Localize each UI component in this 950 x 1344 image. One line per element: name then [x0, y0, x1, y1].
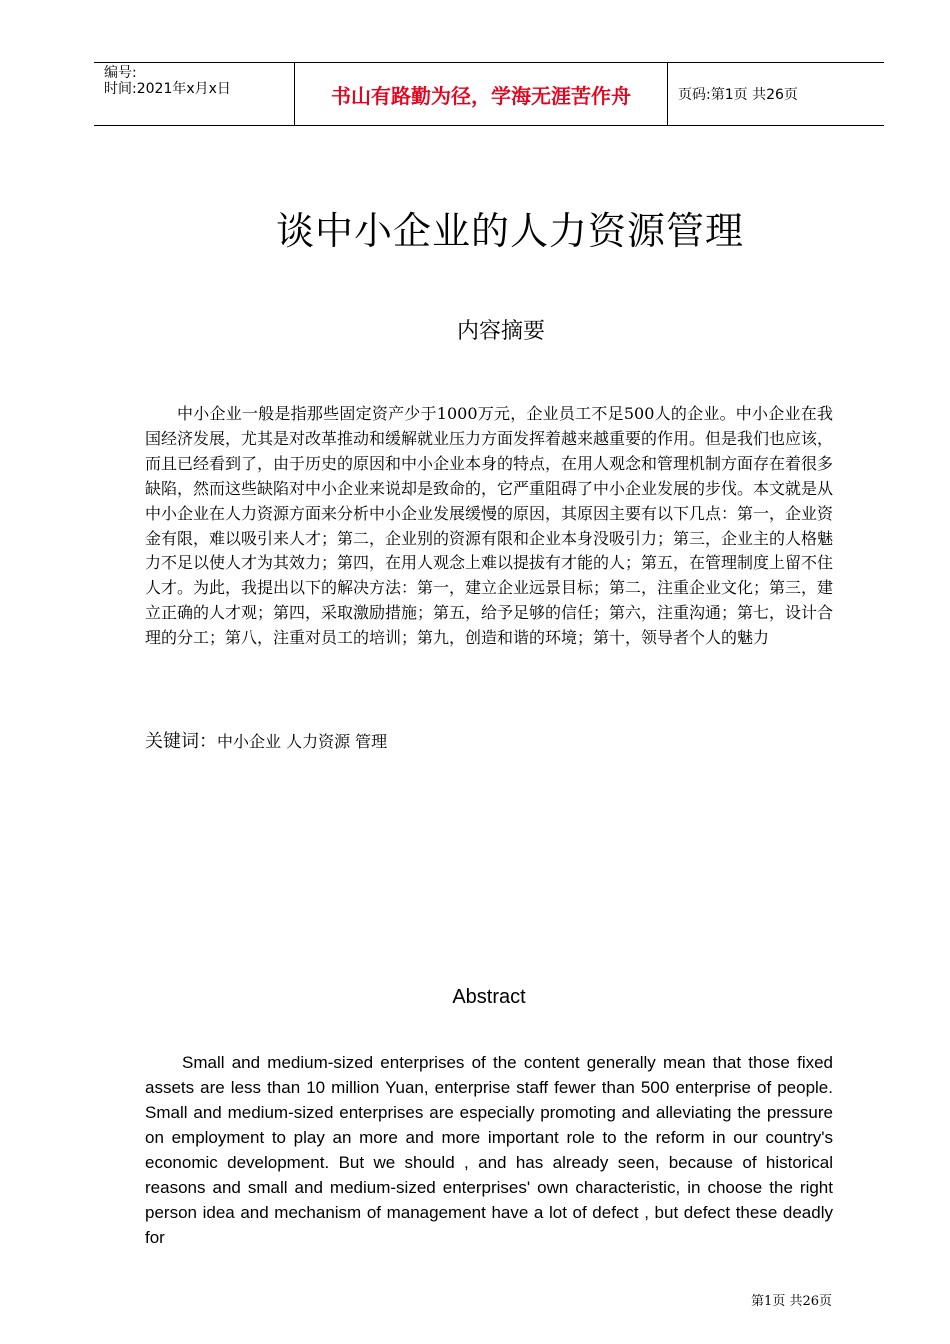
header-motto: 书山有路勤为径，学海无涯苦作舟	[295, 63, 668, 125]
header-page-info: 页码:第1页 共26页	[678, 87, 798, 103]
abstract-en-heading: Abstract	[452, 986, 526, 1008]
header-number-label: 编号:	[104, 65, 137, 81]
abstract-zh-body: 中小企业一般是指那些固定资产少于1000万元，企业员工不足500人的企业。中小企业在我国经济发展，尤其是对改革推动和缓解就业压力方面发挥着越来越重要的作用。但是我们也应该，而且已经看到了，由于历史的原因和中小企业本身的特点，在用人观念和管理机制方面存在着很多缺陷，然而这些缺陷对中小企业来说却是致命的，它严重阻碍了中小企业发展的步伐。本文就是从中小企业在人力资源方面来分析中小企业发展缓慢的原因，其原因主要有以下几点：第一，企业资金有限，难以吸引来人才；第二，企业别的资源有限和企业本身没吸引力；第三，企业主的人格魅力不足以使人才为其效力；第四，在用人观念上难以提拔有才能的人；第五，在管理制度上留不住人才。为此，我提出以下的解决方法：第一，建立企业远景目标；第二，注重企业文化；第三，建立正确的人才观；第四，采取激励措施；第五，给予足够的信任；第六，注重沟通；第七，设计合理的分工；第八，注重对员工的培训；第九，创造和谐的环境；第十，领导者个人的魅力	[145, 404, 834, 648]
header-time-label: 时间:2021年x月x日	[104, 81, 231, 97]
keywords	[145, 727, 387, 753]
header-meta	[94, 63, 295, 125]
abstract-en-body: Small and medium-sized enterprises of the content generally mean that those fixed assets are less than 10 million Yuan, enterprise staff fewer than 500 enterprise of people. Small and medium-sized enterprises are especially promoting and alleviating the pressure on employment to play an more and more important role to the reform in our country's economic development. But we should , and has already seen, because of historical reasons and small and medium-sized enterprises' own characteristic, in choose the right person idea and mechanism of management have a lot of defect , but defect these deadly for	[145, 1053, 833, 1247]
document-title: 谈中小企业的人力资源管理	[275, 209, 744, 253]
abstract-zh-heading: 内容摘要	[456, 319, 545, 344]
keywords-value: 中小企业 人力资源 管理	[217, 732, 388, 751]
keywords-label: 关键词：	[145, 731, 217, 752]
page-footer: 第1页 共26页	[751, 1294, 832, 1309]
page-header	[94, 62, 884, 126]
